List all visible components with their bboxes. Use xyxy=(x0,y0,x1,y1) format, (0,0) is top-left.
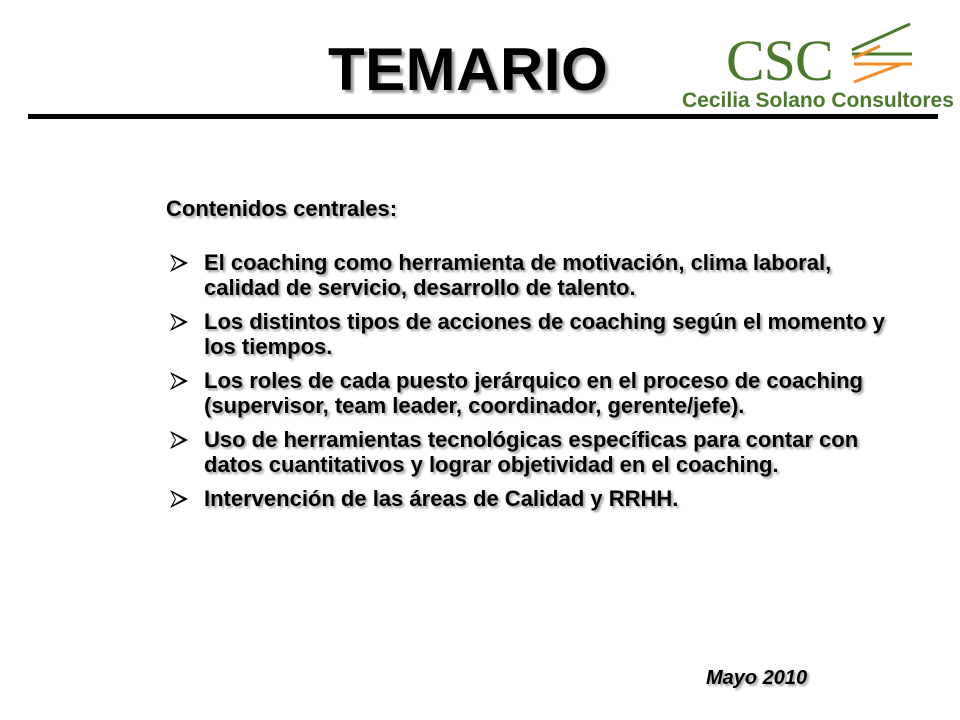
logo-acronym: CSC xyxy=(726,28,833,93)
list-item xyxy=(166,368,894,418)
logo-lines-icon xyxy=(840,18,920,90)
list-item-text: Los roles de cada puesto jerárquico en el proceso de coaching (supervisor, team leader, coordinador, gerente/jefe). xyxy=(204,368,863,418)
list-item xyxy=(166,486,894,511)
arrow-right-icon xyxy=(168,371,190,391)
arrow-right-icon xyxy=(168,489,190,509)
content-section xyxy=(166,198,886,520)
list-item xyxy=(166,250,894,300)
list-item-text: Intervención de las áreas de Calidad y RRHH. xyxy=(204,486,679,511)
list-item xyxy=(166,309,894,359)
footer-date: Mayo 2010 xyxy=(706,667,808,689)
page-title: TEMARIO xyxy=(328,36,609,103)
arrow-right-icon xyxy=(168,312,190,332)
arrow-right-icon xyxy=(168,430,190,450)
topic-list xyxy=(166,250,886,511)
logo-company-name: Cecilia Solano Consultores xyxy=(682,89,954,112)
list-item-text: El coaching como herramienta de motivación, clima laboral, calidad de servicio, desarrollo de talento. xyxy=(204,250,832,300)
list-item-text: Uso de herramientas tecnológicas específicas para contar con datos cuantitativos y lograr objetividad en el coaching. xyxy=(204,427,859,477)
header-divider xyxy=(28,114,938,119)
list-item-text: Los distintos tipos de acciones de coaching según el momento y los tiempos. xyxy=(204,309,885,359)
section-heading: Contenidos centrales: xyxy=(166,196,398,221)
company-logo xyxy=(676,16,954,116)
list-item xyxy=(166,427,894,477)
arrow-right-icon xyxy=(168,253,190,273)
